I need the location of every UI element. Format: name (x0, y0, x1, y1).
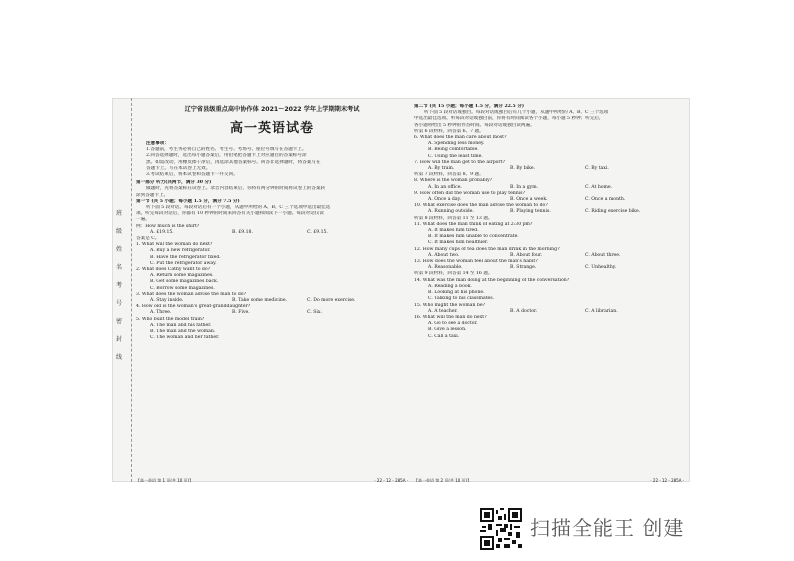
question-stem: 4. How old is the woman's great-granddaughter? (136, 304, 251, 310)
question-stem: 1. What will the woman do next? (136, 242, 213, 248)
binding-label: 考 (116, 282, 123, 289)
notice-line: 3.考试结束后，将本试卷和答题卡一并交回。 (146, 172, 238, 178)
part1-description (136, 186, 408, 198)
options-row (414, 209, 684, 215)
question-stem: 13. How does the woman feel about the man's habit? (414, 259, 538, 265)
page-two (414, 102, 684, 340)
binding-label: 密 (116, 318, 123, 325)
question-list (414, 135, 684, 340)
option[interactable]: B. By bike. (510, 166, 536, 172)
option[interactable]: C. Six. (307, 310, 322, 316)
option[interactable]: A. Three. (150, 310, 172, 316)
description-line: 听第 6 段材料，回答第 6、7 题。 (414, 128, 484, 134)
question-stem: 3. What does the woman advise the man to do? (136, 291, 247, 297)
question-list (136, 242, 408, 341)
binding-label: 级 (116, 228, 123, 235)
page-two-footer (414, 478, 684, 482)
option[interactable]: C. Do more exercise. (307, 298, 356, 304)
option[interactable]: B. Playing tennis. (510, 209, 551, 215)
option[interactable]: C. Once a month. (585, 197, 626, 203)
option: A. Go to see a doctor. (428, 321, 478, 327)
option[interactable]: A. Running outside. (428, 209, 474, 215)
options-row (414, 185, 684, 191)
question-stem: 16. What will the man do next? (414, 314, 487, 320)
option: C. Using the least time. (428, 153, 483, 159)
page-one-footer (136, 478, 408, 482)
option[interactable]: B. Five. (232, 310, 250, 316)
section1-description (136, 205, 408, 224)
option[interactable]: C. £9.15. (307, 229, 328, 235)
example-question: 例：How much is the shirt? (136, 223, 200, 229)
footer-code: · 22 - 12 - 285A · (650, 478, 684, 482)
option: C. Talking to his classmates. (428, 296, 495, 302)
option[interactable]: C. By taxi. (585, 166, 609, 172)
option[interactable]: C. Unhealthy. (585, 265, 617, 271)
question-stem: 15. Who might the woman be? (414, 302, 486, 308)
footer-page-label: 【高一英语 第 1 页(共 10 页)】 (136, 478, 194, 482)
exam-sheet (112, 98, 690, 482)
option: B. Have the refrigerator fixed. (150, 254, 221, 260)
option: C. The woman and her father. (150, 335, 220, 341)
option[interactable]: B. £9.18. (232, 229, 253, 235)
part1-title: 第一部分 听力(共两节，满分 30 分) (136, 180, 212, 186)
description-line: 做题时，先将答案标在试卷上。录音内容结束后，你将有两分钟的时间将试卷上的答案转 (146, 186, 326, 192)
binding-label: 班 (116, 210, 123, 217)
footer-code: · 22 - 12 - 285A · (374, 478, 408, 482)
exam-title: 高一英语试卷 (229, 121, 314, 136)
description-line: 听下面 5 段对话。每段对话后有一个小题，从题中所给的 A、B、C 三个选项中选出最佳选 (146, 205, 331, 211)
option: B. Give a lesson. (428, 327, 467, 333)
description-line: 中选出最佳选项。听每段对话或独白前，你将有时间阅读各个小题，每小题 5 秒钟；听完后， (414, 116, 604, 122)
option[interactable]: B. About four. (510, 252, 543, 258)
exam-header: 辽宁省县级重点高中协作体 2021～2022 学年上学期期末考试 (184, 106, 360, 113)
option[interactable]: B. Take some medicine. (232, 298, 288, 304)
option: A. Spending less money. (428, 141, 485, 147)
notice-line: 黑。如需改动，用橡皮擦干净后，再选涂其他答案标号。回答非选择题时，将答案写在 (146, 159, 321, 165)
notice-line: 2.回答选择题时，选出每小题答案后，用铅笔把答题卡上对应题目的答案标号涂 (146, 153, 307, 159)
section1-title: 第一节 (共 5 小题；每小题 1.5 分，满分 7.5 分) (136, 198, 240, 204)
section2-title: 第二节 (共 15 小题；每小题 1.5 分，满分 22.5 分) (414, 104, 525, 109)
option: B. Being comfortable. (428, 147, 479, 153)
option[interactable]: C. A librarian. (585, 308, 618, 314)
notices-list (136, 147, 408, 178)
option: A. It makes him tired. (428, 228, 479, 234)
question-stem: 6. What does the man care about most? (414, 135, 507, 141)
listening-prompt: 听第 7 段材料，回答第 8、9 题。 (414, 172, 484, 178)
option: B. It makes him unable to concentrate. (428, 234, 519, 240)
options-row (136, 310, 408, 316)
option: C. Borrow some magazines. (150, 285, 215, 291)
option[interactable]: C. Riding exercise bike. (585, 209, 641, 215)
question-stem: 14. What was the man doing at the beginning of the conversation? (414, 277, 570, 283)
page-one (136, 102, 408, 342)
option[interactable]: C. About three. (585, 252, 621, 258)
binding-label: 姓 (116, 246, 123, 253)
option[interactable]: A. A teacher. (428, 308, 458, 314)
options-row (414, 309, 684, 315)
option[interactable]: A. Stay inside. (150, 298, 184, 304)
question-stem: 12. How many cups of tea does the man drink in the morning? (414, 246, 560, 252)
option: B. Looking at his phone. (428, 290, 485, 296)
binding-label: 号 (116, 300, 123, 307)
notice-line: 答题卡上。写在本试卷上无效。 (146, 165, 211, 171)
option: A. The man and his father. (150, 322, 212, 328)
option[interactable]: B. A doctor. (510, 308, 538, 314)
binding-margin (112, 98, 132, 482)
footer-page-label: 【高一英语 第 2 页(共 10 页)】 (414, 478, 472, 482)
option[interactable]: C. At home. (585, 184, 613, 190)
listening-prompt: 听第 9 段材料，回答第 14 至 16 题。 (414, 271, 493, 277)
question-stem: 9. How often did the woman use to play tennis? (414, 190, 526, 196)
option[interactable]: A. About two. (428, 252, 460, 258)
option: A. Return some magazines. (150, 273, 214, 279)
description-line: 听下面 5 段对话或独白。每段对话或独白后有几个小题，从题中所给的 A、B、C 三个选项 (424, 110, 609, 116)
question-stem: 7. How will the man get to the airport? (414, 159, 505, 165)
option[interactable]: B. Once a week. (510, 197, 548, 203)
option: C. It makes him healthier. (428, 240, 489, 246)
option[interactable]: A. In an office. (428, 184, 462, 190)
question-stem: 11. What does the man think of eating at 2:30 pm? (414, 221, 533, 227)
question-stem: 8. Where is the woman probably? (414, 178, 493, 184)
option[interactable]: B. In a gym. (510, 184, 539, 190)
option: A. Reading a book. (428, 283, 472, 289)
notice-title: 注意事项： (146, 141, 169, 146)
option: B. Get some magazines back. (150, 279, 219, 285)
question-stem: 10. What exercise does the man advise the woman to do? (414, 203, 548, 209)
binding-label: 名 (116, 264, 123, 271)
description-line: 项。听完每段对话后，你都有 10 秒钟的时间来回答有关小题和阅读下一小题。每段对话仅读 (136, 211, 324, 217)
listening-prompt: 听第 8 段材料，回答第 11 至 13 题。 (414, 215, 493, 221)
option[interactable]: A. £19.15. (150, 229, 174, 235)
options-row (136, 230, 408, 236)
option: A. Buy a new refrigerator. (150, 248, 211, 254)
question-stem: 5. Who built the model train? (136, 316, 205, 322)
option: C. Call a taxi. (428, 333, 460, 339)
description-line: 一遍。 (136, 217, 150, 223)
notice-line: 1.答题前，考生务必将自己的姓名、考生号、考场号、座位号填写在答题卡上。 (146, 147, 307, 153)
watermark-text: 扫描全能王 创建 (530, 516, 685, 540)
binding-label: 封 (116, 336, 123, 343)
question-stem: 2. What does Cathy want to do? (136, 267, 211, 273)
description-line: 各小题将给出 5 秒钟的作答时间。每段对话或独白读两遍。 (414, 122, 535, 128)
binding-label: 线 (116, 354, 123, 361)
option: C. Put the refrigerator away. (150, 260, 217, 266)
example-answer: 答案是 C。 (136, 236, 160, 242)
option[interactable]: A. By train. (428, 166, 455, 172)
option: B. The man and the woman. (150, 329, 216, 335)
option[interactable]: B. Strange. (510, 265, 537, 271)
option[interactable]: A. Once a day. (428, 197, 462, 203)
section2-description (414, 110, 684, 135)
description-line: 涂到答题卡上。 (136, 192, 169, 198)
option[interactable]: A. Reasonable. (428, 265, 463, 271)
qr-code-icon (480, 508, 522, 550)
